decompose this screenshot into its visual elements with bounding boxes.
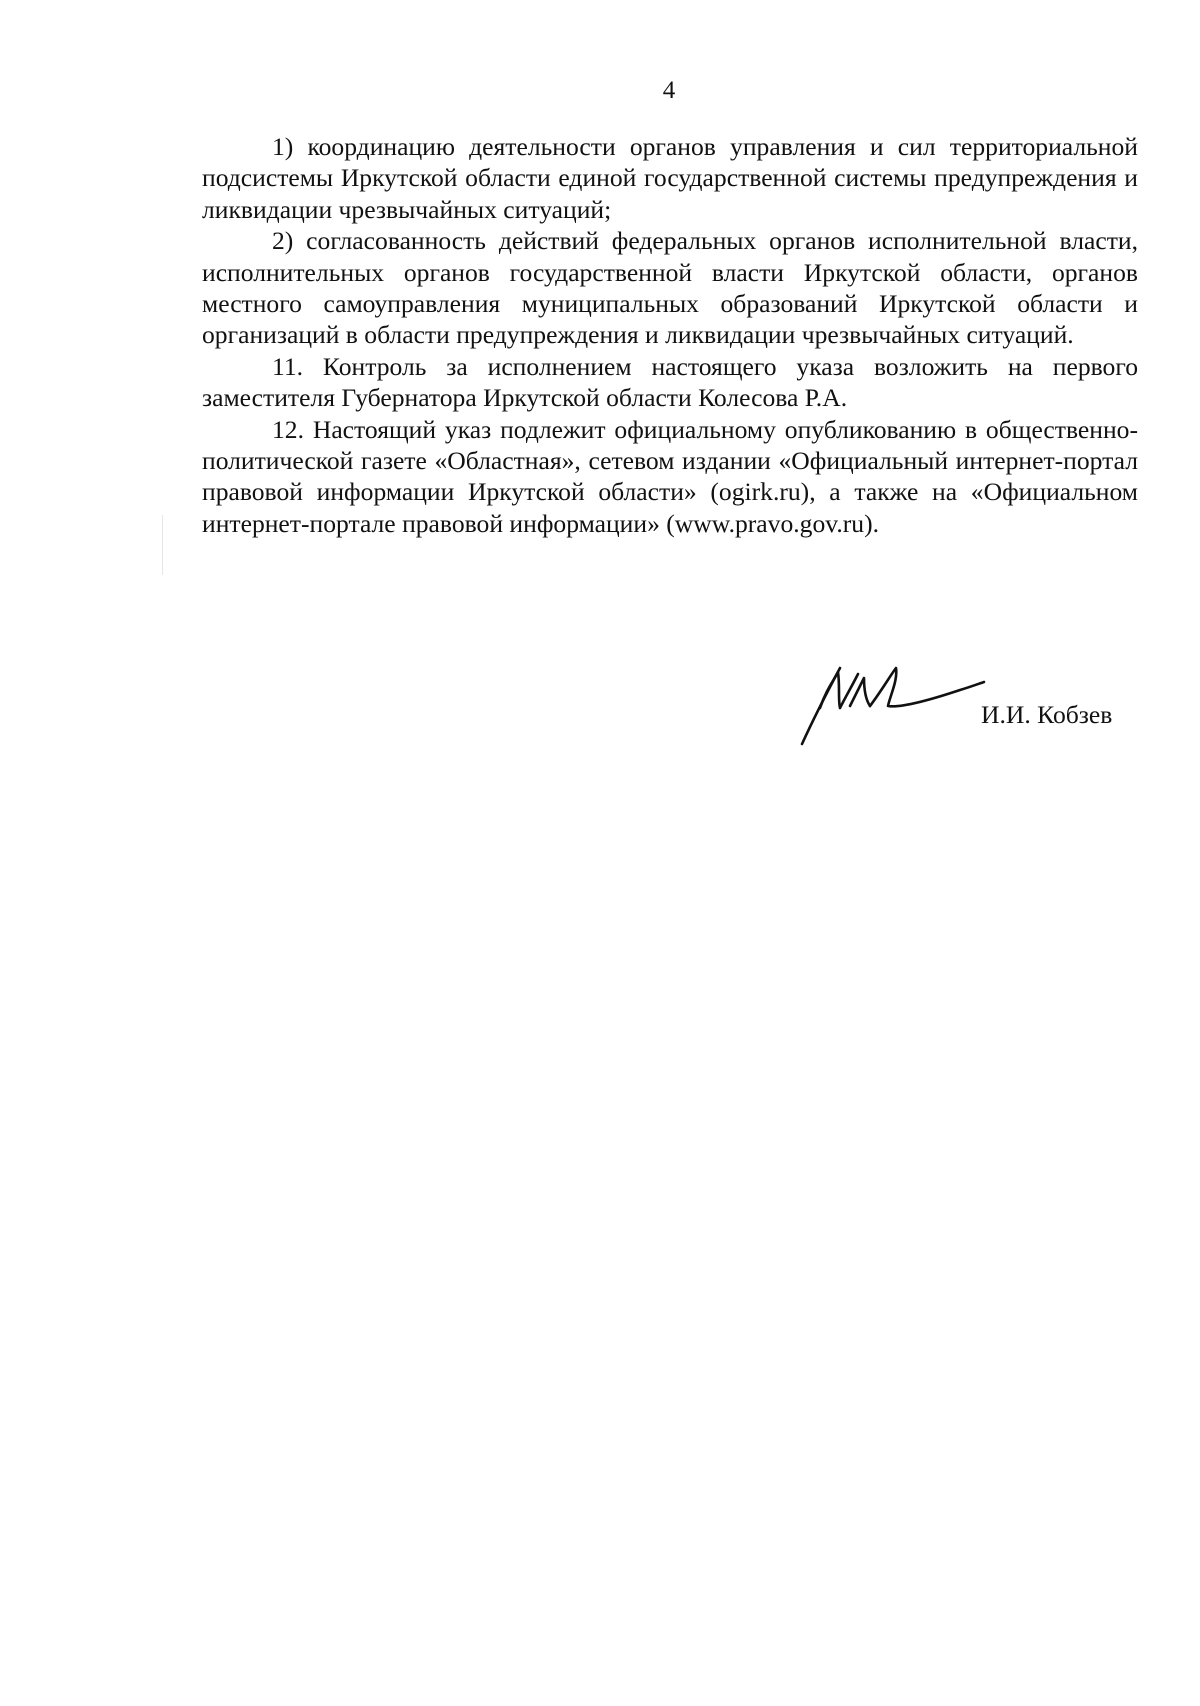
page-number: 4 — [662, 77, 676, 104]
paragraph-clause-11: 11. Контроль за исполнением настоящего указа возложить на первого заместителя Губернатора Иркутской области Колесова Р.А. — [202, 351, 1138, 413]
paragraph-clause-12: 12. Настоящий указ подлежит официальному опубликованию в общественно-политической газете «Областная», сетевом издании «Официальный интернет-портал правовой информации Иркутской области» (ogirk.ru), а также на «Официальном интернет-портале правовой информации» (www.pravo.gov.ru). — [202, 414, 1138, 538]
handwritten-signature — [790, 660, 990, 750]
signer-name: И.И. Кобзев — [981, 700, 1113, 729]
paragraph-item-1: 1) координацию деятельности органов управления и сил территориальной подсистемы Иркутской области единой государственной системы предупреждения и ликвидации чрезвычайных ситуаций; — [202, 132, 1138, 224]
scan-artifact-line — [162, 515, 163, 575]
paragraph-item-2: 2) согласованность действий федеральных органов исполнительной власти, исполнительных органов государственной власти Иркутской области, органов местного самоуправления муниципальных образований Иркутской области и организаций в области предупреждения и ликвидации чрезвычайных ситуаций. — [202, 226, 1138, 350]
signature-block — [790, 660, 1140, 750]
document-body — [202, 131, 1138, 539]
